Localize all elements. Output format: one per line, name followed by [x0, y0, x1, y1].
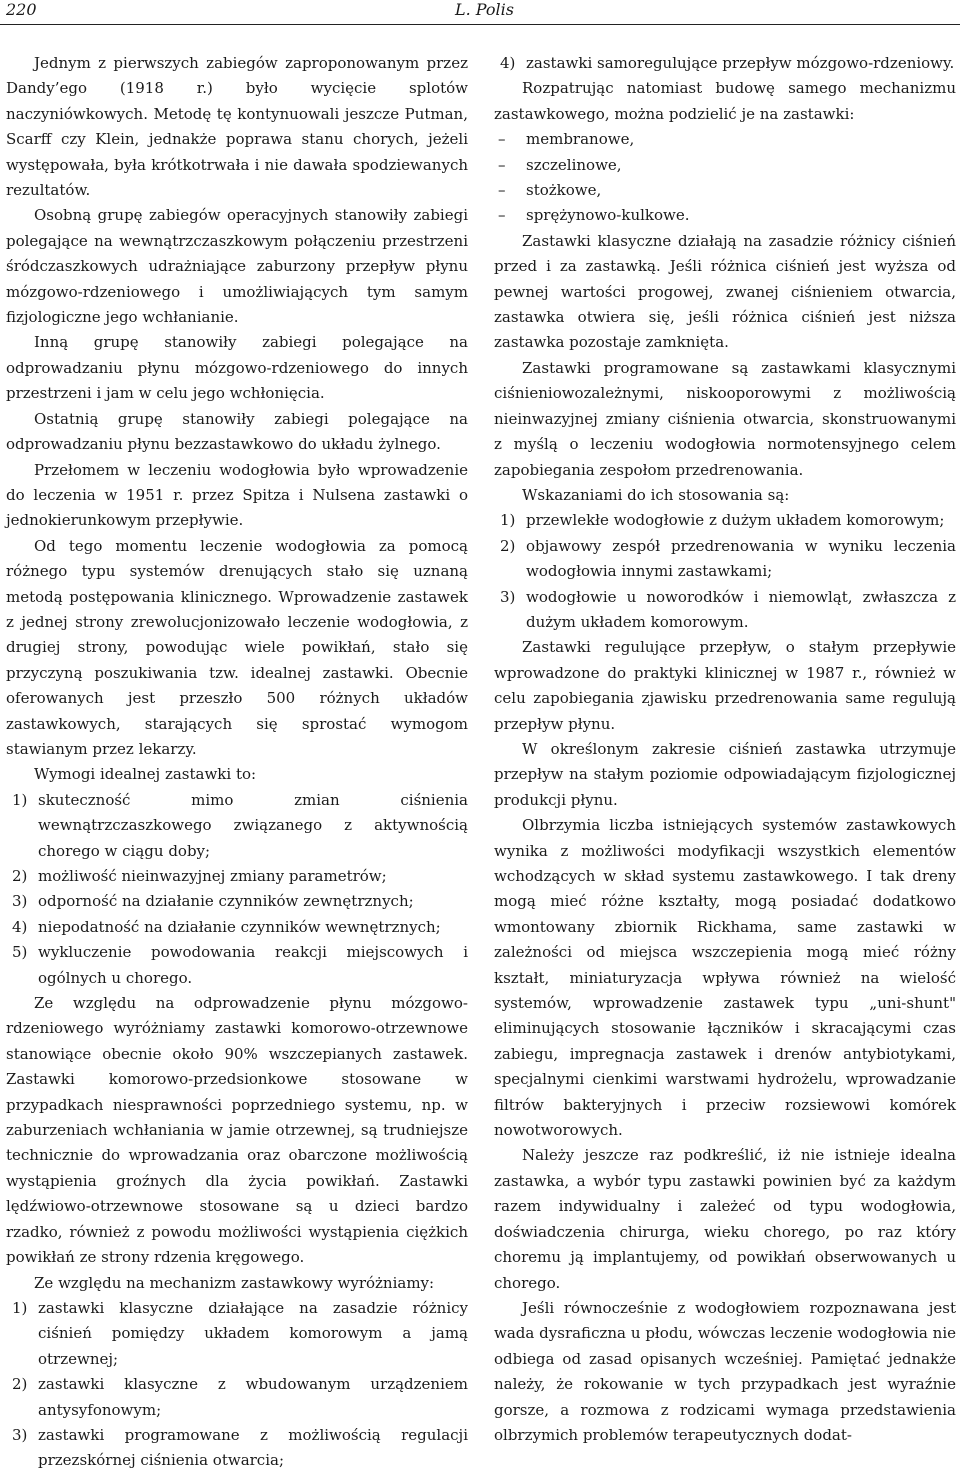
list-text: odporność na działanie czynników zewnętrznych; [38, 892, 414, 911]
list-item [494, 203, 956, 228]
running-head: L. Polis [455, 0, 514, 19]
list-number: 2) [500, 536, 516, 555]
list-item [494, 51, 956, 76]
header-rule [0, 24, 960, 25]
paragraph: Od tego momentu leczenie wodogłowia za pomocą różnego typu systemów drenujących stało się uznaną metodą postępowania klinicznego. Wprowadzenie zastawek z jednej strony zrewolucjonizowało leczenie wodogłowia, z drugiej strony, powodując wiele powikłań, stało się przyczyną poszukiwania tzw. idealnej zastawki. Obecnie oferowanych jest przeszło 500 różnych układów zastawkowych, starających się sprostać wymogom stawianym przez lekarzy. [6, 536, 468, 758]
list-item [494, 127, 956, 152]
list-item [6, 1372, 468, 1423]
list-text: przewlekłe wodogłowie z dużym układem komorowym; [526, 511, 945, 530]
paragraph: Zastawki programowane są zastawkami klasycznymi ciśnieniowozależnymi, niskooporowymi z możliwością nieinwazyjnej zmiany ciśnienia otwarcia, skonstruowanymi z myślą o leczeniu wodogłowia normotensyjnego celem zapobiegania zespołom przedrenowania. [494, 358, 956, 479]
dash-marker: – [498, 181, 506, 200]
list-number: 1) [12, 790, 28, 809]
list-text: możliwość nieinwazyjnej zmiany parametrów; [38, 867, 387, 885]
left-column [6, 51, 468, 1474]
list-number: 2) [12, 1375, 28, 1394]
list-item [6, 1423, 468, 1474]
list-number: 3) [500, 587, 516, 606]
dash-marker: – [498, 155, 506, 174]
list-item [494, 508, 956, 533]
paragraph: W określonym zakresie ciśnień zastawka utrzymuje przepływ na stałym poziomie odpowiadającym fizjologicznej produkcji płynu. [494, 739, 956, 809]
list-item [6, 788, 468, 864]
list-number: 2) [12, 867, 28, 885]
paragraph: Ze względu na mechanizm zastawkowy wyróżniamy: [34, 1273, 435, 1292]
list-number: 4) [500, 54, 516, 72]
list-text: wykluczenie powodowania reakcji miejscowych i ogólnych u chorego. [38, 943, 468, 987]
paragraph: Olbrzymia liczba istniejących systemów zastawkowych wynika z możliwości modyfikacji wszystkich elementów wchodzących w skład systemu zastawkowego. I tak dreny mogą mieć różne kształty, mogą posiadać dodatkowo wmontowany zbiornik Rickhama, same zastawki w zależności od miejsca wszczepienia mogą mieć różny kształt, miniaturyzacja wpływa również na wielość systemów, wprowadzenie zastawek typu „uni-shunt" eliminujących stosowanie łączników i skracającymi czas zabiegu, impregnacja zastawek i drenów antybiotykami, specjalnymi cienkimi warstwami hydrożelu, wprowadzanie filtrów bakteryjnych i przeciw rozsiewowi komórek nowotworowych. [494, 816, 956, 1140]
dash-marker: – [498, 130, 506, 149]
page-number: 220 [6, 0, 37, 19]
list-text: skuteczność mimo zmian ciśnienia wewnątrzczaszkowego związanego z aktywnością chorego w ciągu doby; [38, 790, 468, 860]
paragraph: Jeśli równocześnie z wodogłowiem rozpoznawana jest wada dysraficzna u płodu, wówczas leczenie wodogłowia nie odbiega od zasad opisanych wcześniej. Pamiętać jednakże należy, że rokowanie w tych przypadkach jest wyraźnie gorsze, a rozmowa z rodzicami wymaga przedstawienia olbrzymich problemów terapeutycznych dodat- [494, 1298, 956, 1444]
list-item [6, 864, 468, 889]
list-text: szczelinowe, [526, 155, 622, 174]
paragraph: Rozpatrując natomiast budowę samego mechanizmu zastawkowego, można podzielić je na zastawki: [494, 79, 956, 123]
list-item [494, 534, 956, 585]
list-item [6, 940, 468, 991]
list-number: 3) [12, 892, 28, 911]
paragraph: Zastawki klasyczne działają na zasadzie różnicy ciśnień przed i za zastawką. Jeśli różnica ciśnień jest wyższa od pewnej wartości progowej, zwanej ciśnieniem otwarcia, zastawka otwiera się, jeśli różnica ciśnień jest niższa zastawka pozostaje zamknięta. [494, 231, 956, 352]
paragraph: Osobną grupę zabiegów operacyjnych stanowiły zabiegi polegające na wewnątrzczaszkowym połączeniu przestrzeni śródczaszkowych udrażniające zaburzony przepływ płynu mózgowo-rdzeniowego i umożliwiających tym samym fizjologiczne jego wchłanianie. [6, 206, 468, 327]
list-item [494, 585, 956, 636]
list-text: objawowy zespół przedrenowania w wyniku leczenia wodogłowia innymi zastawkami; [526, 536, 956, 581]
list-number: 1) [12, 1298, 28, 1317]
list-number: 1) [500, 511, 516, 530]
requirements-list [6, 788, 468, 991]
list-text: zastawki klasyczne z wbudowanym urządzeniem antysyfonowym; [38, 1375, 468, 1419]
list-text: zastawki programowane z możliwością regulacji przezskórnej ciśnienia otwarcia; [38, 1425, 468, 1470]
right-column [494, 51, 956, 1448]
dash-marker: – [498, 206, 506, 225]
list-item [6, 1296, 468, 1372]
mechanism-list [6, 1296, 468, 1474]
list-item [494, 153, 956, 178]
list-text: sprężynowo-kulkowe. [526, 206, 690, 225]
list-text: niepodatność na działanie czynników wewnętrznych; [38, 917, 441, 936]
paragraph: Jednym z pierwszych zabiegów zaproponowanym przez Dandy’ego (1918 r.) było wycięcie splotów naczyniówkowych. Metodę tę kontynuowali jeszcze Putman, Scarff czy Klein, jednakże poprawa stanu chorych, jeżeli występowała, była krótkotrwała i nie dawała spodziewanych rezultatów. [6, 54, 468, 200]
paragraph: Wskazaniami do ich stosowania są: [522, 485, 790, 504]
list-number: 4) [12, 917, 28, 936]
paragraph: Przełomem w leczeniu wodogłowia było wprowadzenie do leczenia w 1951 r. przez Spitza i Nulsena zastawki o jednokierunkowym przepływie. [6, 460, 468, 530]
list-item [6, 889, 468, 914]
valve-types-list [494, 127, 956, 229]
list-text: stożkowe, [526, 181, 602, 200]
paragraph: Inną grupę stanowiły zabiegi polegające na odprowadzaniu płynu mózgowo-rdzeniowego do innych przestrzeni i jam w celu jego wchłonięcia. [6, 333, 468, 403]
list-item [494, 178, 956, 203]
paragraph: Należy jeszcze raz podkreślić, iż nie istnieje idealna zastawka, a wybór typu zastawki powinien być za każdym razem indywidualny i zależeć od typu wodogłowia, doświadczenia chirurga, wieku chorego, po raz który choremu ją implantujemy, od powikłań obserwowanych u chorego. [494, 1146, 956, 1292]
paragraph: Ostatnią grupę stanowiły zabiegi polegające na odprowadzaniu płynu bezzastawkowo do układu żylnego. [6, 409, 468, 454]
list-text: zastawki samoregulujące przepływ mózgowo-rdzeniowy. [526, 54, 955, 72]
list-text: wodogłowie u noworodków i niemowląt, zwłaszcza z dużym układem komorowym. [526, 587, 956, 631]
page-header [0, 0, 960, 28]
list-number: 5) [12, 943, 28, 962]
list-item [6, 915, 468, 940]
paragraph: Zastawki regulujące przepływ, o stałym przepływie wprowadzone do praktyki klinicznej w 1987 r., również w celu zapobiegania zjawisku przedrenowania same regulują przepływ płynu. [494, 638, 956, 733]
list-text: zastawki klasyczne działające na zasadzie różnicy ciśnień pomiędzy układem komorowym a jamą otrzewnej; [38, 1298, 468, 1368]
list-number: 3) [12, 1425, 28, 1444]
paragraph: Ze względu na odprowadzenie płynu mózgowo-rdzeniowego wyróżniamy zastawki komorowo-otrzewnowe stanowiące obecnie około 90% wszczepianych zastawek. Zastawki komorowo-przedsionkowe stosowane w przypadkach niesprawności poprzedniego systemu, np. w zaburzeniach wchłaniania w jamie otrzewnej, są trudniejsze technicznie do wprowadzania oraz obarczone możliwością wystąpienia groźnych dla życia powikłań. Zastawki lędźwiowo-otrzewnowe stosowane są u dzieci bardzo rzadko, również z powodu możliwości wystąpienia ciężkich powikłań ze strony rdzenia kręgowego. [6, 994, 468, 1267]
list-text: membranowe, [526, 130, 635, 149]
paragraph: Wymogi idealnej zastawki to: [34, 765, 257, 784]
indications-list [494, 508, 956, 635]
